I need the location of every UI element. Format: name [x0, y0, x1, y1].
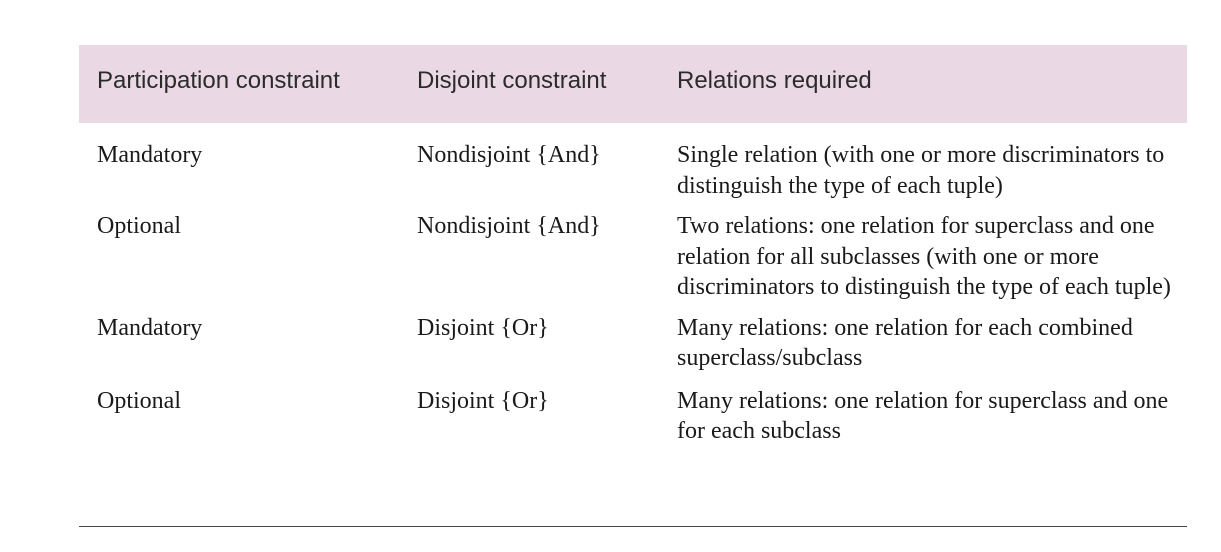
table-body [79, 123, 1187, 467]
table-bottom-rule [79, 526, 1187, 527]
constraints-table [79, 45, 1187, 467]
relations-cell: Many relations: one relation for each combined superclass/subclass [677, 314, 1133, 371]
table-row [79, 201, 1187, 303]
table-row [79, 374, 1187, 467]
header-disjoint-constraint: Disjoint constraint [417, 67, 607, 94]
disjoint-cell: Disjoint {Or} [417, 314, 549, 341]
table-header-row [79, 45, 1187, 123]
disjoint-cell: Nondisjoint {And} [417, 142, 601, 168]
disjoint-cell: Nondisjoint {And} [417, 213, 601, 239]
table-header [79, 45, 1187, 123]
table-row [79, 123, 1187, 201]
disjoint-cell: Disjoint {Or} [417, 387, 549, 414]
participation-cell: Optional [97, 387, 181, 414]
relations-cell: Single relation (with one or more discriminators to distinguish the type of each tuple) [677, 142, 1165, 199]
header-participation-constraint: Participation constraint [97, 67, 340, 94]
relations-cell: Two relations: one relation for superclass and one relation for all subclasses (with one or more discriminators to distinguish the type of each tuple) [677, 213, 1171, 300]
constraints-table-container [79, 45, 1187, 467]
participation-cell: Optional [97, 213, 181, 239]
participation-cell: Mandatory [97, 142, 203, 168]
header-relations-required: Relations required [677, 67, 872, 94]
participation-cell: Mandatory [97, 314, 203, 341]
table-row [79, 303, 1187, 374]
relations-cell: Many relations: one relation for superclass and one for each subclass [677, 387, 1169, 444]
